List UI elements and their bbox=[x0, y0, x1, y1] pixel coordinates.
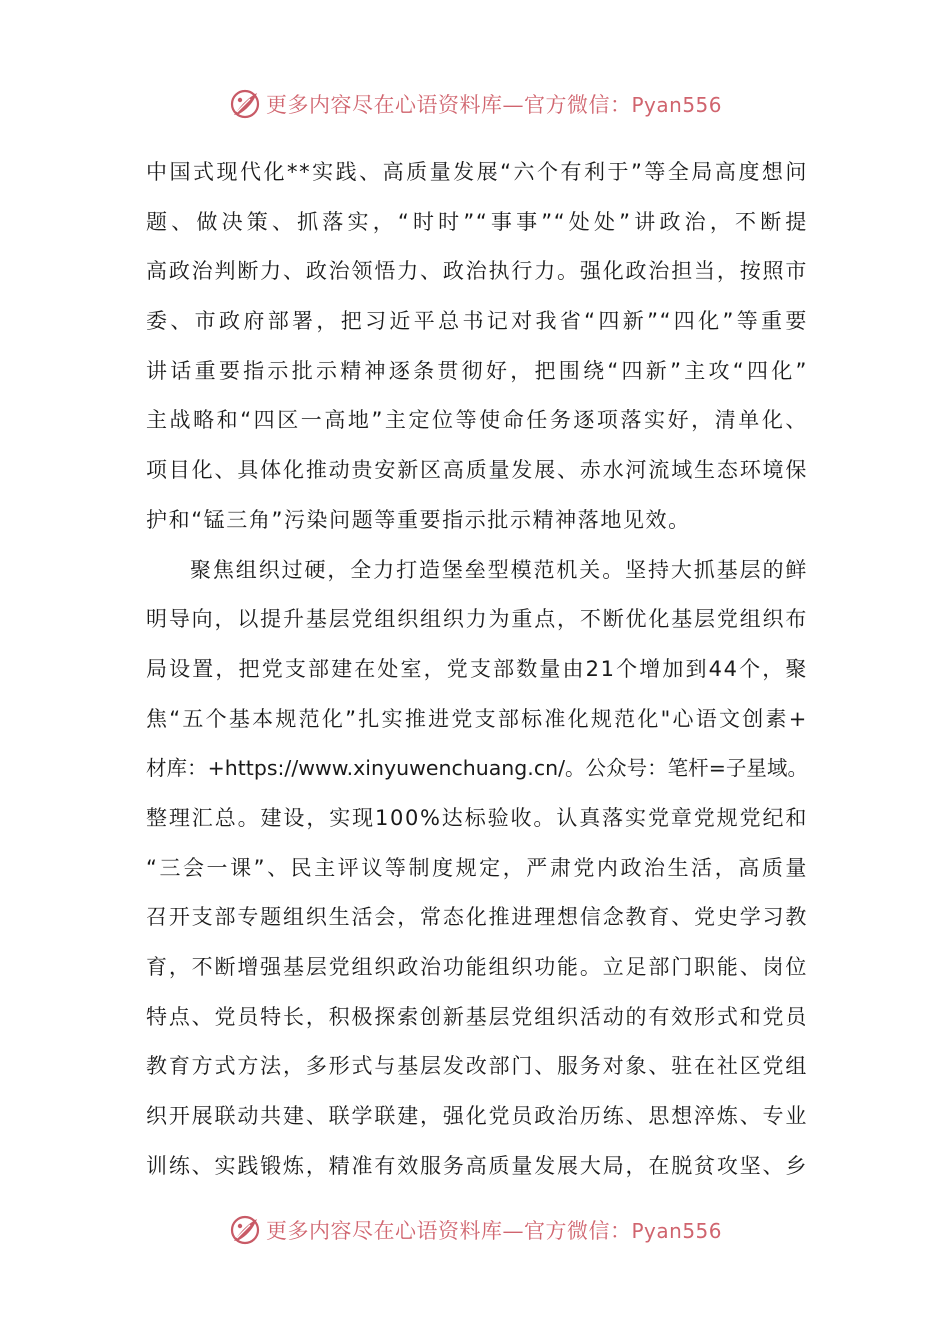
text-line: 委、市政府部署，把习近平总书记对我省“四新”“四化”等重要 bbox=[146, 309, 808, 334]
text-line: 护和“锰三角”污染问题等重要指示批示精神落地见效。 bbox=[146, 507, 691, 532]
text-line: 局设置，把党支部建在处室，党支部数量由21个增加到44个，聚 bbox=[146, 656, 808, 681]
text-line: 项目化、具体化推动贵安新区高质量发展、赤水河流域生态环境保 bbox=[146, 458, 808, 483]
text-line: 题、做决策、抓落实，“时时”“事事”“处处”讲政治，不断提 bbox=[146, 209, 808, 234]
paragraph bbox=[146, 546, 808, 1192]
text-line: 特点、党员特长，积极探索创新基层党组织活动的有效形式和党员 bbox=[146, 1004, 808, 1029]
text-line: 主战略和“四区一高地”主定位等使命任务逐项落实好，清单化、 bbox=[146, 408, 808, 433]
text-line: 织开展联动共建、联学联建，强化党员政治历练、思想淬炼、专业 bbox=[146, 1104, 808, 1129]
document-body bbox=[146, 148, 808, 1191]
text-line: 高政治判断力、政治领悟力、政治执行力。强化政治担当，按照市 bbox=[146, 259, 808, 284]
pen-nib-logo-icon bbox=[228, 1213, 262, 1247]
text-line: “三会一课”、民主评议等制度规定，严肃党内政治生活，高质量 bbox=[146, 855, 808, 880]
text-line: 聚焦组织过硬，全力打造堡垒型模范机关。坚持大抓基层的鲜 bbox=[190, 557, 808, 582]
text-line: 材库：+https://www.xinyuwenchuang.cn/。公众号：笔杆=子星域。 bbox=[146, 756, 808, 781]
text-line: 召开支部专题组织生活会，常态化推进理想信念教育、党史学习教 bbox=[146, 905, 808, 930]
text-line: 中国式现代化**实践、高质量发展“六个有利于”等全局高度想问 bbox=[146, 160, 808, 184]
pen-nib-logo-icon bbox=[228, 87, 262, 121]
footer-banner bbox=[0, 1210, 950, 1250]
text-line: 教育方式方法，多形式与基层发改部门、服务对象、驻在社区党组 bbox=[146, 1054, 808, 1079]
text-line: 讲话重要指示批示精神逐条贯彻好，把围绕“四新”主攻“四化” bbox=[146, 358, 808, 383]
text-line: 明导向，以提升基层党组织组织力为重点，不断优化基层党组织布 bbox=[146, 607, 808, 632]
banner-text: 更多内容尽在心语资料库—官方微信：Pyan556 bbox=[265, 93, 722, 117]
text-line: 育，不断增强基层党组织政治功能组织功能。立足部门职能、岗位 bbox=[146, 955, 808, 979]
paragraph bbox=[146, 148, 808, 546]
text-line: 整理汇总。建设，实现100%达标验收。认真落实党章党规党纪和 bbox=[146, 805, 808, 830]
text-line: 焦“五个基本规范化”扎实推进党支部标准化规范化"心语文创素+ bbox=[146, 706, 808, 731]
banner-text: 更多内容尽在心语资料库—官方微信：Pyan556 bbox=[265, 1219, 722, 1243]
header-banner bbox=[0, 84, 950, 124]
text-line: 训练、实践锻炼，精准有效服务高质量发展大局，在脱贫攻坚、乡 bbox=[146, 1153, 808, 1178]
